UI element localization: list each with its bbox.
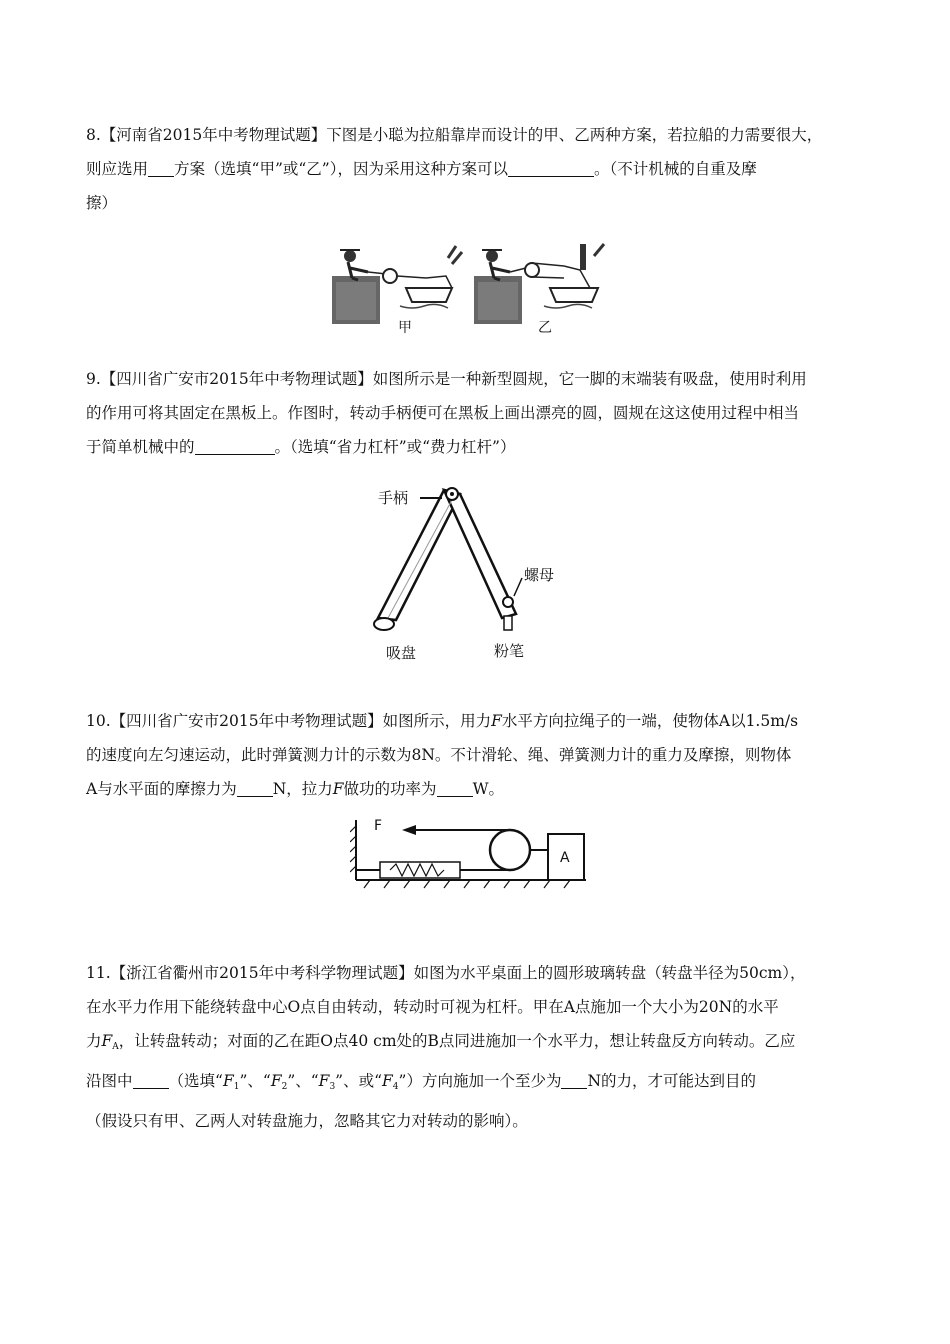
q10-line-2: 的速度向左匀速运动，此时弹簧测力计的示数为8N。不计滑轮、绳、弹簧测力计的重力及摩擦，则物体 (86, 746, 792, 764)
person-left (344, 250, 356, 262)
question-8 (86, 118, 866, 220)
plan-jia-label: 甲 (398, 320, 412, 336)
q11-line-4: 沿图中 （选填“$F_1$”、“$F_2$”、“$F_3$”、或“$F_4$”）方向施加一个至少为 N的力，才可能达到目的 (86, 1072, 757, 1092)
q9-line-2: 的作用可将其固定在黑板上。作图时，转动手柄便可在黑板上画出漂亮的圆，圆规在这这使用过程中相当 (86, 404, 800, 422)
question-11 (86, 956, 866, 1138)
q8-line-2: 则应选用 方案（选填“甲”或“乙”），因为采用这种方案可以 。（不计机械的自重及摩 (86, 160, 757, 178)
pulley-left (383, 269, 397, 283)
q11-line-3: 力$F_A$，让转盘转动；对面的乙在距O点40 cm处的B点同进施加一个水平力，想让转盘反方向转动。乙应 (86, 1032, 796, 1052)
label-suction-cup: 吸盘 (386, 644, 417, 662)
answer-blank[interactable] (237, 778, 273, 797)
answer-blank[interactable] (133, 1070, 169, 1089)
chalk (504, 616, 512, 630)
plan-yi-diagram (474, 244, 604, 336)
q10-line-1: 10.【四川省广安市2015年中考物理试题】如图所示，用力F水平方向拉绳子的一端，使物体A以1.5m/s (86, 712, 799, 730)
boat-right (550, 288, 598, 302)
q9-line-3: 于简单机械中的 。（选填“省力杠杆”或“费力杠杆”） (86, 438, 516, 456)
answer-blank[interactable] (508, 158, 594, 177)
q8-line-3: 擦） (86, 194, 118, 212)
label-nut: 螺母 (524, 566, 555, 584)
pulley-wheel (490, 830, 530, 870)
boat-left (406, 288, 452, 302)
answer-blank[interactable] (148, 158, 174, 177)
plan-jia-diagram (332, 246, 462, 336)
q11-line-1: 11.【浙江省衢州市2015年中考科学物理试题】如图为水平桌面上的圆形玻璃转盘（转盘半径为50cm）， (86, 964, 806, 982)
pulley-right (525, 263, 539, 277)
label-block-a: A (560, 850, 570, 866)
suction-cup (374, 618, 394, 630)
force-arrow (402, 825, 416, 835)
person-right (486, 250, 498, 262)
q11-line-2: 在水平力作用下能绕转盘中心O点自由转动，转动时可视为杠杆。甲在A点施加一个大小为20N的水平 (86, 998, 779, 1016)
plan-yi-label: 乙 (538, 320, 552, 336)
pulley-figure (350, 816, 590, 902)
q11-line-5: （假设只有甲、乙两人对转盘施力，忽略其它力对转动的影响）。 (86, 1112, 528, 1130)
label-force-f: F (374, 818, 383, 834)
q9-line-1: 9.【四川省广安市2015年中考物理试题】如图所示是一种新型圆规，它一脚的末端装有吸盘，使用时利用 (86, 370, 807, 388)
answer-blank[interactable] (437, 778, 473, 797)
label-handle: 手柄 (378, 489, 409, 507)
question-10 (86, 704, 866, 806)
q10-line-3: A与水平面的摩擦力为 N，拉力F做功的功率为 W。 (86, 780, 504, 798)
compass-left-leg (378, 490, 460, 620)
answer-blank[interactable] (561, 1070, 587, 1089)
question-9 (86, 362, 866, 464)
answer-blank[interactable] (195, 436, 275, 455)
compass-figure (372, 478, 562, 668)
nut (503, 597, 513, 607)
q8-line-1: 8.【河南省2015年中考物理试题】下图是小聪为拉船靠岸而设计的甲、乙两种方案，若拉船的力需要很大， (86, 126, 823, 144)
label-chalk: 粉笔 (494, 642, 525, 660)
boat-pulling-figure (328, 236, 618, 338)
